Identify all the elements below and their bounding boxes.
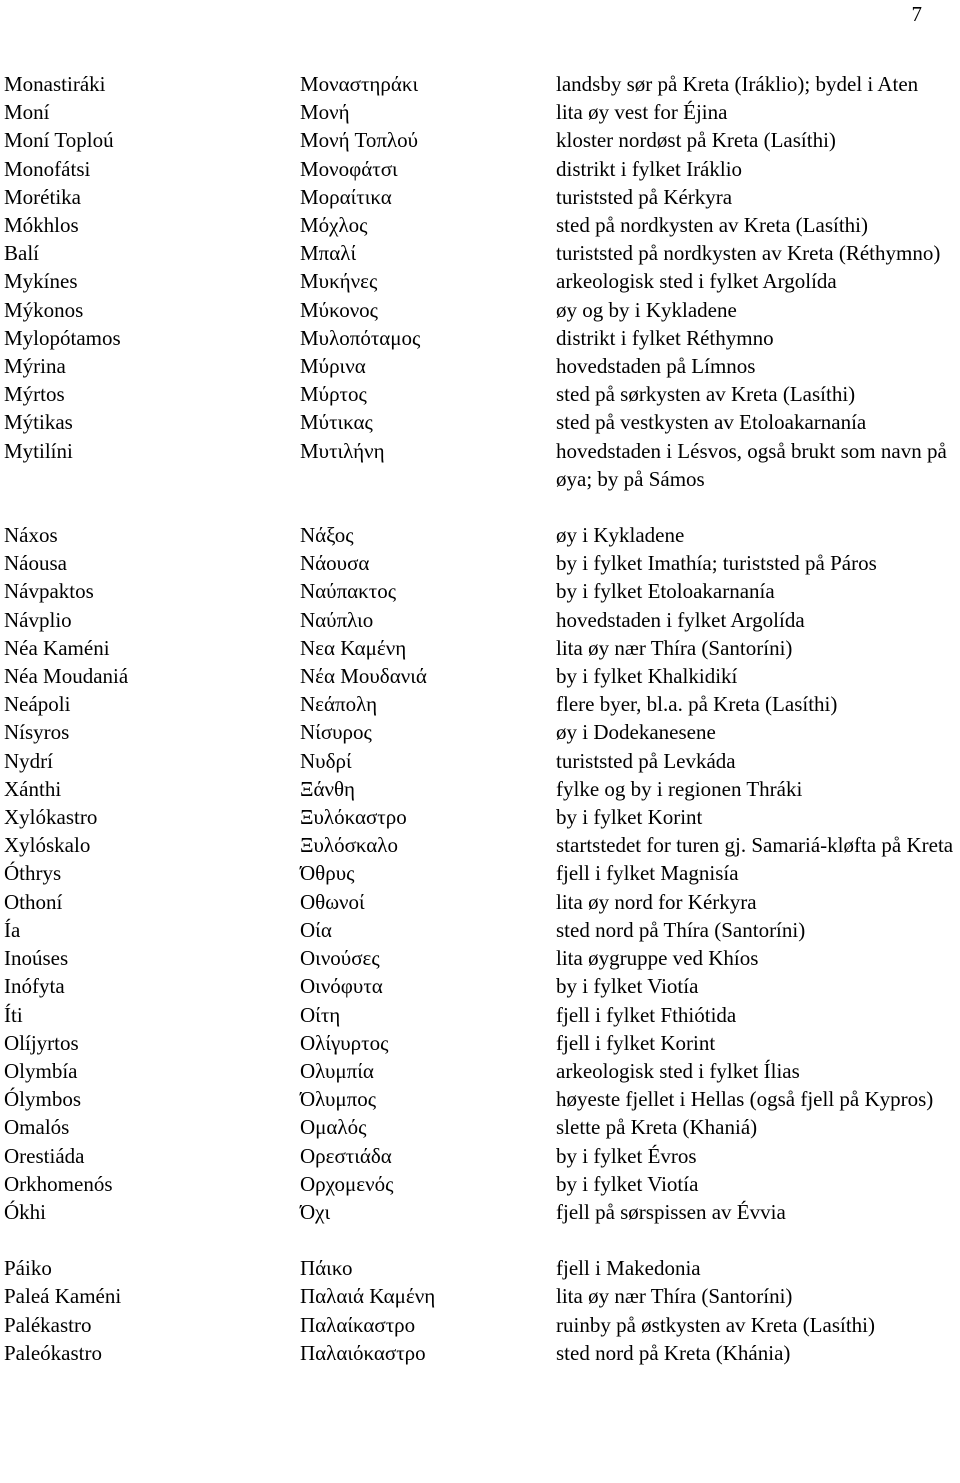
greek-name: Μύρινα xyxy=(300,354,366,379)
greek-name: Μυκήνες xyxy=(300,269,378,294)
greek-name: Ναύπλιο xyxy=(300,607,374,632)
description: lita øy nær Thíra (Santoríni) xyxy=(556,1284,793,1309)
latin-name: Olymbía xyxy=(4,1058,78,1083)
greek-name: Νάουσα xyxy=(300,551,370,576)
entry-row xyxy=(0,859,960,887)
latin-name: Néa Moudaniá xyxy=(4,664,129,689)
latin-name: Mytilíni xyxy=(4,438,73,463)
latin-name: Neápoli xyxy=(4,692,71,717)
latin-name: Othoní xyxy=(4,889,63,914)
entry-row xyxy=(0,831,960,859)
greek-name: Μύρτος xyxy=(300,382,367,407)
description: høyeste fjellet i Hellas (også fjell på Kypros) xyxy=(556,1087,934,1112)
gazetteer-list xyxy=(0,70,960,1367)
entry-group xyxy=(0,70,960,493)
greek-name: Ξυλόσκαλο xyxy=(300,833,398,858)
latin-name: Mýtikas xyxy=(4,410,73,435)
description: by i fylket Khalkidikí xyxy=(556,664,738,689)
greek-name: Ολυμπία xyxy=(300,1058,374,1083)
greek-name: Μυτιλήνη xyxy=(300,438,385,463)
latin-name: Xylókastro xyxy=(4,805,98,830)
description: turiststed på nordkysten av Kreta (Réthymno) xyxy=(556,241,941,266)
description: arkeologisk sted i fylket Ílias xyxy=(556,1058,800,1083)
entry-row xyxy=(0,775,960,803)
entry-row xyxy=(0,549,960,577)
latin-name: Orkhomenós xyxy=(4,1171,113,1196)
latin-name: Palékastro xyxy=(4,1312,92,1337)
latin-name: Ókhi xyxy=(4,1199,46,1224)
greek-name: Ορχομενός xyxy=(300,1171,394,1196)
description: øy i Kykladene xyxy=(556,523,685,548)
entry-row xyxy=(0,126,960,154)
entry-row xyxy=(0,1029,960,1057)
latin-name: Morétika xyxy=(4,184,81,209)
entry-row xyxy=(0,634,960,662)
greek-name: Ξάνθη xyxy=(300,776,356,801)
description: sted på vestkysten av Etoloakarnanía xyxy=(556,410,867,435)
entry-group xyxy=(0,1254,960,1367)
greek-name: Νεα Καμένη xyxy=(300,635,407,660)
description: slette på Kreta (Khaniá) xyxy=(556,1115,758,1140)
description: lita øygruppe ved Khíos xyxy=(556,946,759,971)
latin-name: Balí xyxy=(4,241,39,266)
entry-row xyxy=(0,437,960,493)
greek-name: Μοναστηράκι xyxy=(300,72,419,96)
description: by i fylket Évros xyxy=(556,1143,697,1168)
greek-name: Ολίγυρτος xyxy=(300,1030,389,1055)
entry-row xyxy=(0,267,960,295)
latin-name: Nydrí xyxy=(4,748,53,773)
greek-name: Μυλοπόταμος xyxy=(300,325,421,350)
description: øy i Dodekanesene xyxy=(556,720,716,745)
greek-name: Όλυμπος xyxy=(300,1087,377,1112)
description: sted på nordkysten av Kreta (Lasíthi) xyxy=(556,213,868,238)
entry-row xyxy=(0,944,960,972)
entry-row xyxy=(0,577,960,605)
description: by i fylket Viotía xyxy=(556,1171,699,1196)
description: fjell i fylket Fthiótida xyxy=(556,1002,737,1027)
latin-name: Návpaktos xyxy=(4,579,94,604)
entry-row xyxy=(0,888,960,916)
entry-row xyxy=(0,296,960,324)
entry-row xyxy=(0,803,960,831)
greek-name: Νάξος xyxy=(300,523,354,548)
latin-name: Paleókastro xyxy=(4,1340,102,1365)
description: arkeologisk sted i fylket Argolída xyxy=(556,269,837,294)
latin-name: Óthrys xyxy=(4,861,62,886)
description: ruinby på østkysten av Kreta (Lasíthi) xyxy=(556,1312,875,1337)
latin-name: Olíjyrtos xyxy=(4,1030,79,1055)
description: landsby sør på Kreta (Iráklio); bydel i Aten xyxy=(556,72,919,96)
description: fjell på sørspissen av Évvia xyxy=(556,1199,786,1224)
greek-name: Νυδρί xyxy=(300,748,352,773)
latin-name: Xylóskalo xyxy=(4,833,91,858)
description: fjell i fylket Korint xyxy=(556,1030,716,1055)
latin-name: Nísyros xyxy=(4,720,70,745)
description: øy og by i Kykladene xyxy=(556,297,737,322)
latin-name: Návplio xyxy=(4,607,72,632)
entry-row xyxy=(0,408,960,436)
description: hovedstaden i Lésvos, også brukt som navn på øya; by på Sámos xyxy=(556,438,947,491)
entry-row xyxy=(0,718,960,746)
greek-name: Ορεστιάδα xyxy=(300,1143,392,1168)
entry-row xyxy=(0,211,960,239)
entry-row xyxy=(0,1057,960,1085)
entry-row xyxy=(0,155,960,183)
entry-row xyxy=(0,521,960,549)
greek-name: Νεάπολη xyxy=(300,692,378,717)
entry-row xyxy=(0,1085,960,1113)
latin-name: Íti xyxy=(4,1002,23,1027)
latin-name: Mýrina xyxy=(4,354,66,379)
description: by i fylket Viotía xyxy=(556,974,699,999)
entry-row xyxy=(0,324,960,352)
description: by i fylket Korint xyxy=(556,805,703,830)
latin-name: Ía xyxy=(4,917,21,942)
greek-name: Παλαιά Καμένη xyxy=(300,1284,436,1309)
greek-name: Μύκονος xyxy=(300,297,379,322)
latin-name: Inófyta xyxy=(4,974,65,999)
latin-name: Mykínes xyxy=(4,269,78,294)
description: by i fylket Etoloakarnanía xyxy=(556,579,775,604)
description: distrikt i fylket Réthymno xyxy=(556,325,774,350)
greek-name: Οία xyxy=(300,917,332,942)
greek-name: Οινόφυτα xyxy=(300,974,383,999)
greek-name: Παλαιόκαστρο xyxy=(300,1340,426,1365)
description: lita øy nær Thíra (Santoríni) xyxy=(556,635,793,660)
entry-row xyxy=(0,747,960,775)
entry-row xyxy=(0,380,960,408)
description: distrikt i fylket Iráklio xyxy=(556,156,743,181)
latin-name: Moní xyxy=(4,100,50,125)
entry-row xyxy=(0,1282,960,1310)
greek-name: Μόχλος xyxy=(300,213,368,238)
entry-row xyxy=(0,1113,960,1141)
description: flere byer, bl.a. på Kreta (Lasíthi) xyxy=(556,692,838,717)
greek-name: Μπαλί xyxy=(300,241,357,266)
latin-name: Paleá Kaméni xyxy=(4,1284,122,1309)
description: fylke og by i regionen Thráki xyxy=(556,776,803,801)
greek-name: Οίτη xyxy=(300,1002,341,1027)
description: fjell i Makedonia xyxy=(556,1256,701,1281)
latin-name: Ólymbos xyxy=(4,1087,82,1112)
latin-name: Inoúses xyxy=(4,946,69,971)
greek-name: Ξυλόκαστρο xyxy=(300,805,407,830)
latin-name: Monofátsi xyxy=(4,156,91,181)
greek-name: Οθωνοί xyxy=(300,889,365,914)
description: startstedet for turen gj. Samariá-kløfta på Kreta xyxy=(556,833,954,858)
entry-row xyxy=(0,98,960,126)
entry-row xyxy=(0,352,960,380)
latin-name: Mylopótamos xyxy=(4,325,121,350)
latin-name: Xánthi xyxy=(4,776,62,801)
entry-group xyxy=(0,521,960,1226)
entry-row xyxy=(0,239,960,267)
description: hovedstaden i fylket Argolída xyxy=(556,607,805,632)
greek-name: Μύτικας xyxy=(300,410,373,435)
description: sted på sørkysten av Kreta (Lasíthi) xyxy=(556,382,856,407)
latin-name: Moní Toplоú xyxy=(4,128,114,153)
description: hovedstaden på Límnos xyxy=(556,354,756,379)
greek-name: Μονή Τοπλού xyxy=(300,128,419,153)
entry-row xyxy=(0,1001,960,1029)
greek-name: Μονή xyxy=(300,100,350,125)
description: fjell i fylket Magnisía xyxy=(556,861,739,886)
description: turiststed på Levkáda xyxy=(556,748,736,773)
greek-name: Νέα Μουδανιά xyxy=(300,664,427,689)
entry-row xyxy=(0,183,960,211)
entry-row xyxy=(0,1339,960,1367)
latin-name: Omalós xyxy=(4,1115,70,1140)
description: kloster nordøst på Kreta (Lasíthi) xyxy=(556,128,836,153)
greek-name: Μονοφάτσι xyxy=(300,156,398,181)
entry-row xyxy=(0,1254,960,1282)
latin-name: Orestiáda xyxy=(4,1143,85,1168)
description: by i fylket Imathía; turiststed på Páros xyxy=(556,551,877,576)
entry-row xyxy=(0,662,960,690)
entry-row xyxy=(0,1198,960,1226)
description: lita øy nord for Kérkyra xyxy=(556,889,757,914)
greek-name: Ομαλός xyxy=(300,1115,367,1140)
entry-row xyxy=(0,690,960,718)
greek-name: Ναύπακτος xyxy=(300,579,397,604)
entry-row xyxy=(0,606,960,634)
entry-row xyxy=(0,1311,960,1339)
description: turiststed på Kérkyra xyxy=(556,184,733,209)
greek-name: Οινούσες xyxy=(300,946,380,971)
description: sted nord på Thíra (Santoríni) xyxy=(556,917,806,942)
entry-row xyxy=(0,916,960,944)
latin-name: Náxos xyxy=(4,523,58,548)
entry-row xyxy=(0,1170,960,1198)
greek-name: Νίσυρος xyxy=(300,720,372,745)
entry-row xyxy=(0,70,960,98)
page-number: 7 xyxy=(911,2,922,26)
greek-name: Όχι xyxy=(300,1199,331,1224)
greek-name: Παλαίκαστρο xyxy=(300,1312,416,1337)
greek-name: Μοραίτικα xyxy=(300,184,392,209)
latin-name: Néa Kaméni xyxy=(4,635,110,660)
description: lita øy vest for Éjina xyxy=(556,100,728,125)
latin-name: Náousa xyxy=(4,551,67,576)
latin-name: Monastiráki xyxy=(4,72,106,96)
description: sted nord på Kreta (Khánia) xyxy=(556,1340,791,1365)
greek-name: Πάικο xyxy=(300,1256,353,1281)
greek-name: Όθρυς xyxy=(300,861,355,886)
latin-name: Mýkonos xyxy=(4,297,84,322)
entry-row xyxy=(0,1142,960,1170)
latin-name: Mókhlos xyxy=(4,213,79,238)
latin-name: Mýrtos xyxy=(4,382,65,407)
latin-name: Páiko xyxy=(4,1256,52,1281)
entry-row xyxy=(0,972,960,1000)
